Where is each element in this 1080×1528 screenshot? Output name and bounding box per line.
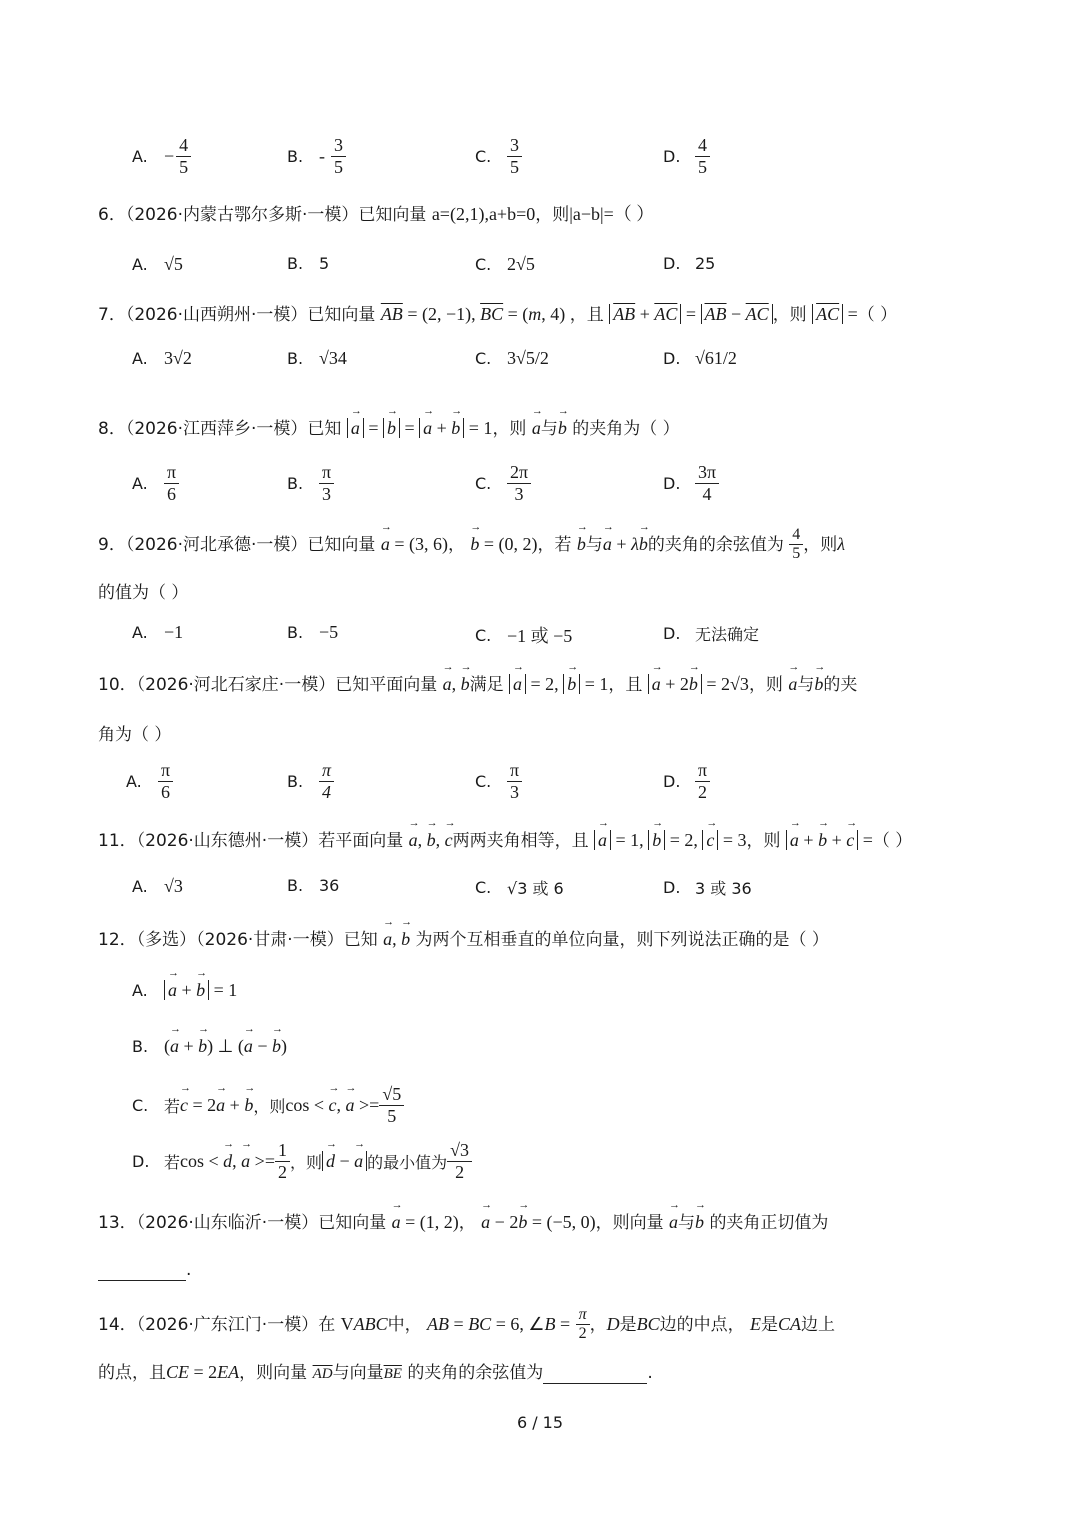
q8-option-b: B. $\frac{\pi}{3}$ — [287, 462, 334, 504]
q9-option-a: A. −1 — [132, 622, 184, 642]
q8-option-d: D. $\frac{3\pi}{4}$ — [663, 462, 719, 504]
q13-stem: 13．（2026·山东临沂·一模）已知向量 → a = (1, 2)， → a − 2→ b = (−5, 0)，则向量 → a与→ b 的夹角正切值为 — [98, 1208, 828, 1233]
q12-option-a: A. → a + → b = 1 — [132, 980, 237, 1001]
q6-option-b: B. 5 — [287, 254, 330, 273]
q14-stem: 14．（2026·广东江门·一模）在 VABC中， AB = BC = 6, ∠B = $\frac{\pi}{2}$ ，D是BC边的中点， E是CA边上 — [98, 1306, 836, 1343]
q12-option-c: C. 若 → c = 2→ a + → b ，则 cos < → c, → a >= $\frac{√5}{5}$ — [132, 1084, 404, 1126]
q8-option-a: A. $\frac{\pi}{6}$ — [132, 462, 179, 504]
q9-stem-line2: 的值为（ ） — [98, 583, 189, 603]
q10-option-b: B. $\frac{\pi}{4}$ — [287, 760, 334, 802]
q8-condition: → a = → b = → a + → b = 1 — [347, 418, 493, 438]
q7-stem: 7．（2026·山西朔州·一模）已知向量 $\overline{AB} = (2$, −1), $\overline{BC} = (m$, 4) ，且 $\overline{AB} + \overline{AC} = \overline{AB} - \overline{AC}$ ，则 $\overline{AC}$ =（ ） — [98, 304, 898, 325]
q6-stem: 6．（2026·内蒙古鄂尔多斯·一模）已知向量 a=(2,1),a+b=0，则|a−b|=（ ） — [98, 204, 655, 225]
q5-option-d: D. $\frac{4}{5}$ — [663, 135, 710, 177]
q6-option-d: D. 25 — [663, 254, 716, 273]
q7-vectors: $\overline{AB} = (2$, −1), $\overline{BC} = (m$, 4) — [380, 304, 570, 324]
q11-option-a: A. √3 — [132, 876, 183, 896]
q7-ask: $\overline{AC}$ = — [812, 304, 858, 324]
q6-option-c: C. 2√5 — [475, 254, 535, 274]
q11-stem: 11．（2026·山东德州·一模）若平面向量 → a, → b, → c两两夹角相等，且 → a = 1, → b = 2, → c = 3，则 → a + → b + → c =（ ） — [98, 826, 912, 851]
q7-option-d: D. √61/2 — [663, 348, 737, 368]
q12-option-b: B. (→ a + → b) ⊥ (→ a − → b) — [132, 1036, 287, 1057]
page-number: 6 / 15 — [516, 1413, 564, 1432]
q7-option-b: B. √34 — [287, 348, 347, 368]
q8-stem: 8．（2026·江西萍乡·一模）已知 → a = → b = → a + → b = 1，则 → a与→ b 的夹角为（ ） — [98, 414, 680, 439]
q5-option-a: A. − $\frac{4}{5}$ — [132, 135, 191, 177]
q10-option-c: C. $\frac{\pi}{3}$ — [475, 760, 522, 802]
q7-option-c: C. 3√5/2 — [475, 348, 549, 368]
q5-option-b: B. - $\frac{3}{5}$ — [287, 135, 346, 177]
q6-option-a: A. √5 — [132, 254, 183, 274]
q14-answer-blank[interactable] — [543, 1363, 647, 1384]
q13-answer-line: . — [98, 1260, 191, 1281]
q14-stem-line2: 的点，且CE = 2EA，则向量 $\overline{AD}$与向量$\overline{BE}$ 的夹角的余弦值为 . — [98, 1362, 653, 1383]
q10-option-a: A. $\frac{\pi}{6}$ — [126, 760, 173, 802]
q11-option-d: D. 3 或 36 — [663, 878, 752, 898]
q12-option-d: D. 若 cos < → d, → a >= $\frac{1}{2}$ ，则 → d − → a 的最小值为 $\frac{√3}{2}$ — [132, 1140, 472, 1182]
q13-answer-blank[interactable] — [98, 1260, 186, 1281]
q5-option-c: C. $\frac{3}{5}$ — [475, 135, 522, 177]
q6-ask: |a−b|=（ ） — [569, 204, 655, 224]
q10-stem-line2: 角为（ ） — [98, 725, 172, 745]
q10-option-d: D. $\frac{\pi}{2}$ — [663, 760, 710, 802]
q8-option-c: C. $\frac{2\pi}{3}$ — [475, 462, 531, 504]
q12-stem: 12．（多选）（2026·甘肃·一模）已知 → a, → b 为两个互相垂直的单位向量，则下列说法正确的是（ ） — [98, 925, 829, 950]
q9-option-b: B. −5 — [287, 622, 339, 642]
q9-stem: 9．（2026·河北承德·一模）已知向量 → a = (3, 6)， → b = (0, 2)，若 → b与→ a + λ→ b的夹角的余弦值为 $\frac{4}{5}$ ，则λ — [98, 526, 845, 564]
q6-condition: a=(2,1),a+b=0 — [431, 204, 536, 224]
q7-condition: $\overline{AB} + \overline{AC} = \overline{AB} - \overline{AC}$ — [609, 304, 773, 324]
q9-option-c: C. −1 或 −5 — [475, 625, 573, 646]
q10-stem: 10．（2026·河北石家庄·一模）已知平面向量 → a, → b满足 → a = 2, → b = 1，且 → a + 2→ b = 2√3，则 → a与→ b的夹 — [98, 670, 857, 695]
q7-option-a: A. 3√2 — [132, 348, 192, 368]
q11-option-c: C. √3 或 6 — [475, 878, 564, 898]
q9-option-d: D. 无法确定 — [663, 624, 760, 644]
q11-option-b: B. 36 — [287, 876, 340, 895]
